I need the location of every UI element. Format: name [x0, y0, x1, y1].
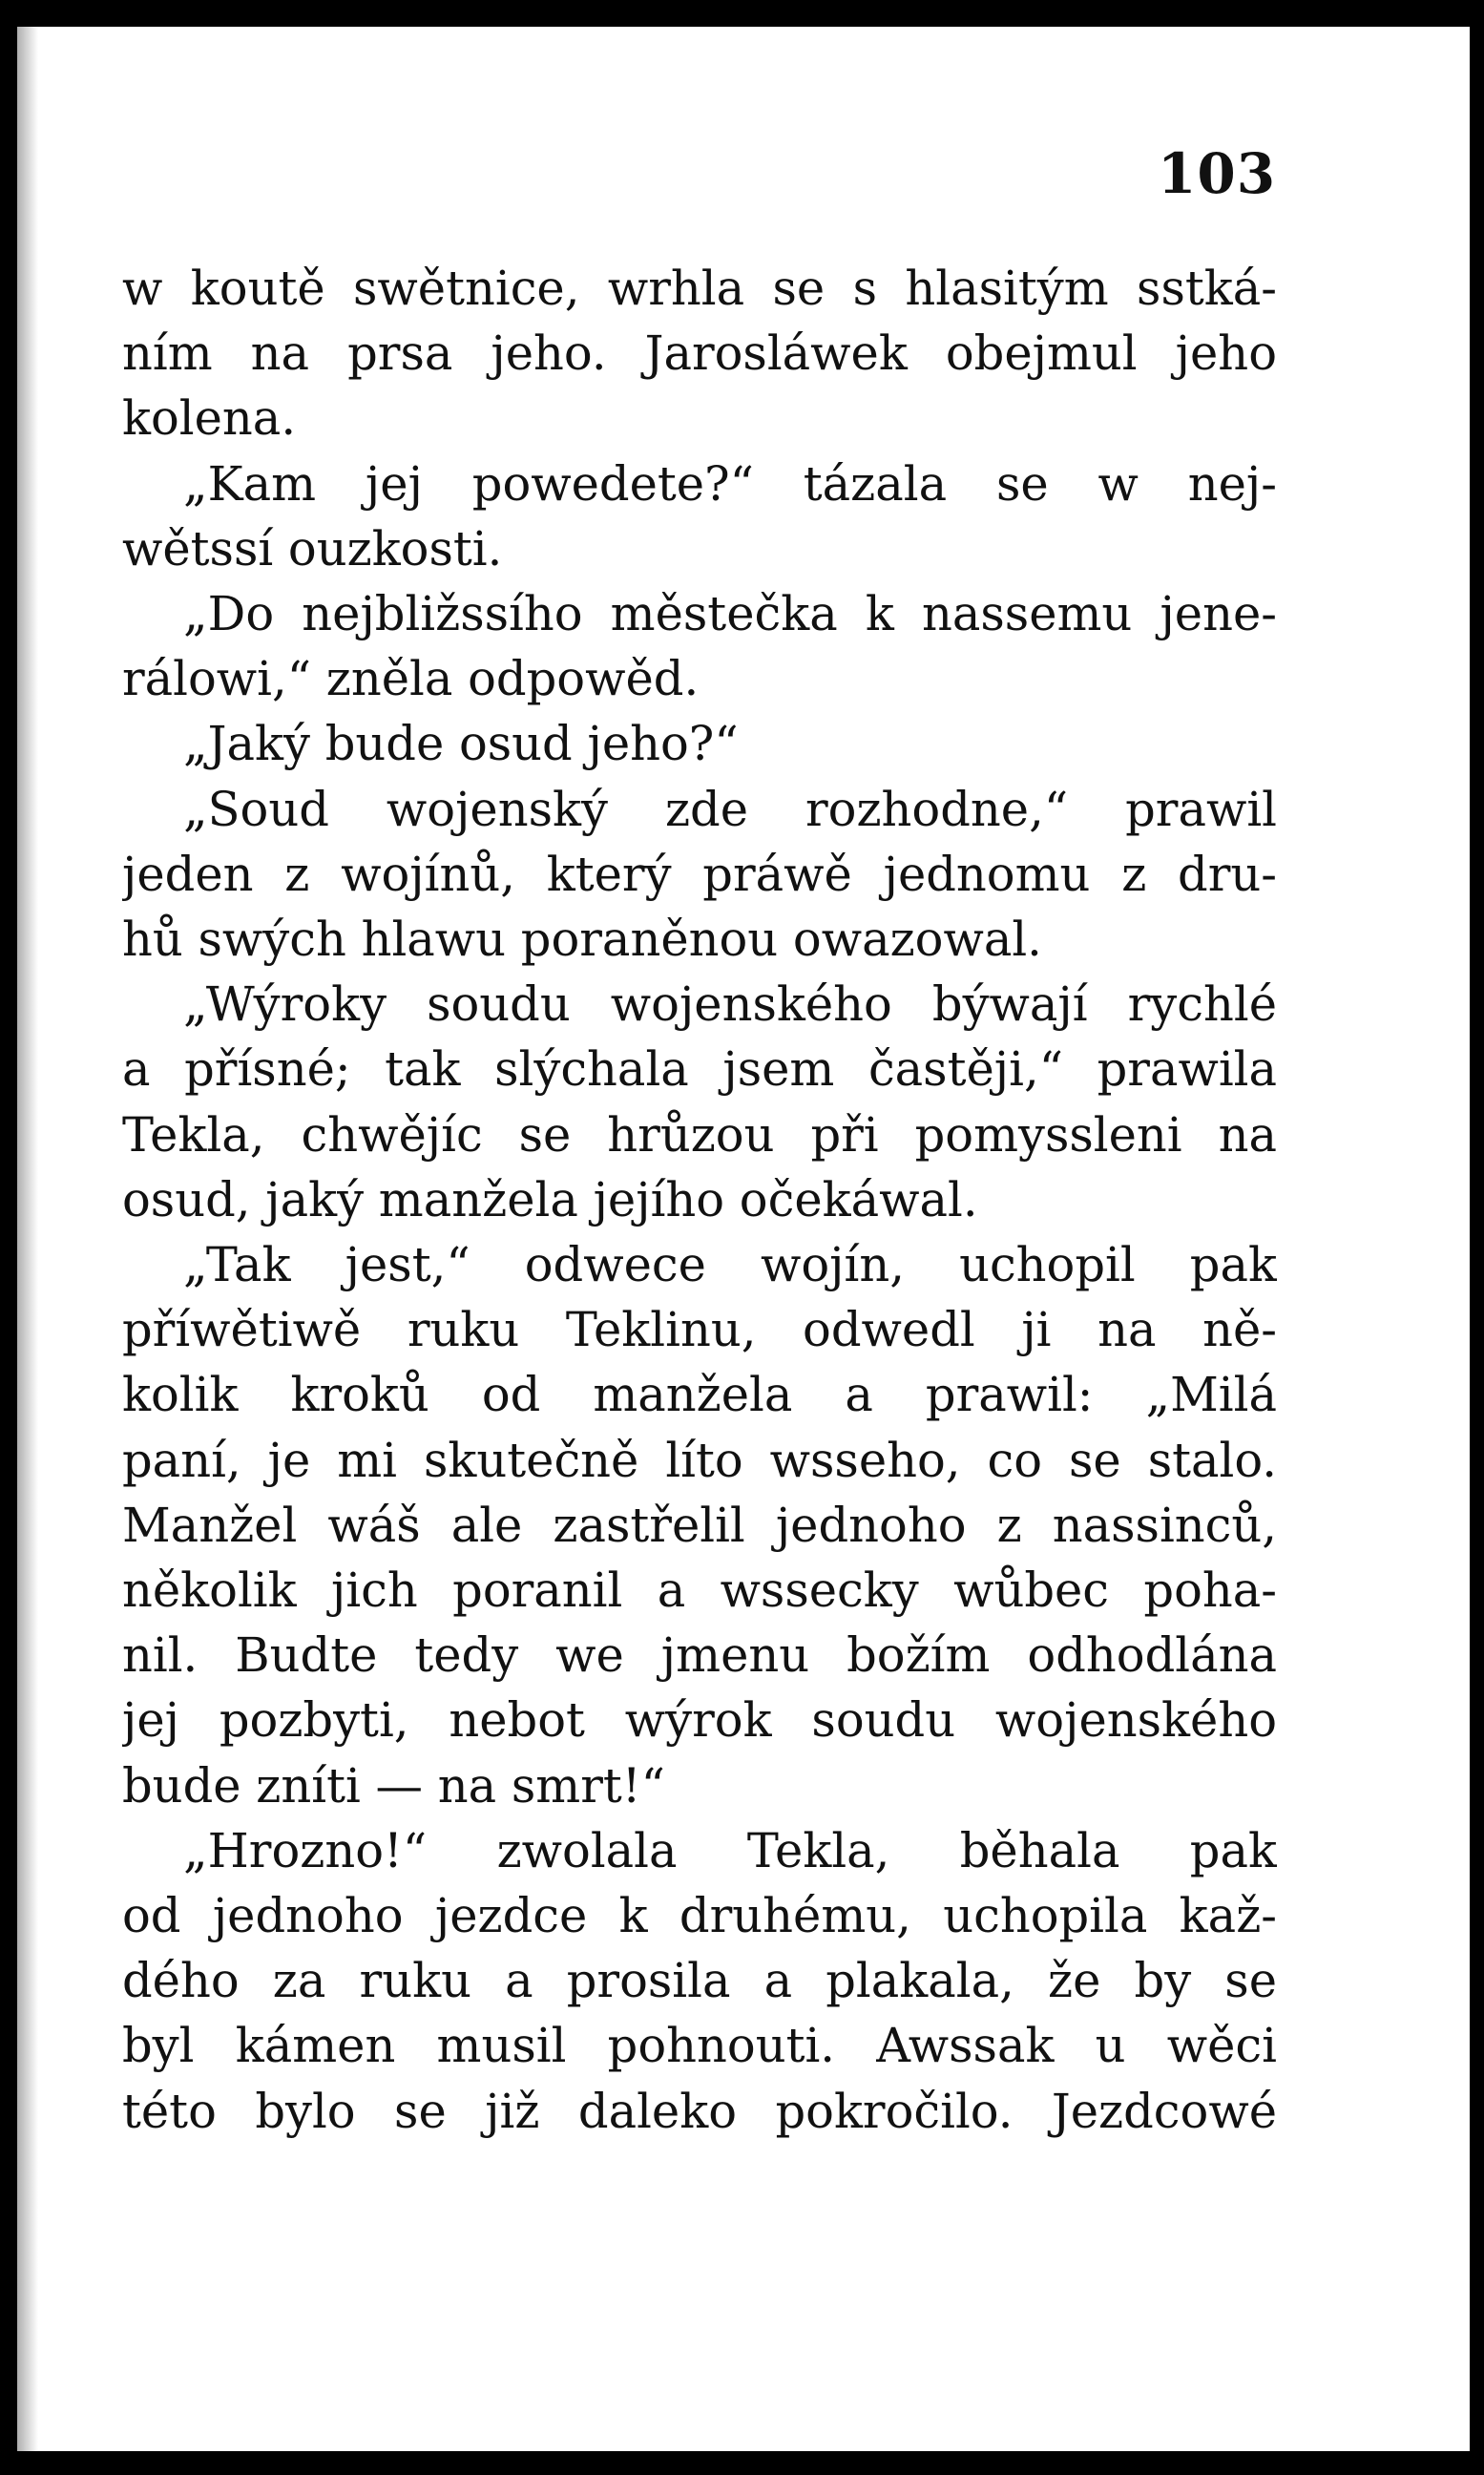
text-line: několik jich poranil a wssecky wůbec poha- [122, 1563, 1277, 1619]
text-line: osud, jaký manžela jejího očekáwal. [122, 1171, 978, 1227]
text-line: „Tak jest,“ odwece wojín, uchopil pak [183, 1237, 1277, 1293]
text-line: jej pozbyti, nebot wýrok soudu wojenského [122, 1692, 1277, 1749]
text-line: a přísné; tak slýchala jsem častěji,“ prawila [122, 1041, 1277, 1098]
text-line: „Soud wojenský zde rozhodne,“ prawil [183, 781, 1277, 837]
text-line: „Kam jej powedete?“ tázala se w nej- [183, 455, 1277, 512]
text-line: Manžel wáš ale zastřelil jednoho z nassinců, [122, 1497, 1277, 1553]
text-line: ním na prsa jeho. Jarosláwek obejmul jeho [122, 325, 1277, 382]
text-line: kolena. [122, 390, 297, 447]
page-gutter-shadow [17, 27, 38, 2451]
text-line: byl kámen musil pohnouti. Awssak u wěci [122, 2018, 1277, 2074]
text-line: rálowi,“ zněla odpowěd. [122, 651, 700, 707]
book-page [17, 27, 1470, 2451]
text-line: jeden z wojínů, který práwě jednomu z dru- [122, 846, 1277, 902]
text-line: hů swých hlawu poraněnou owazowal. [122, 912, 1042, 968]
text-line: této bylo se již daleko pokročilo. Jezdcowé [122, 2083, 1277, 2139]
text-line: w koutě swětnice, wrhla se s hlasitým sstká- [122, 261, 1277, 316]
text-line: „Jaký bude osud jeho?“ [183, 716, 739, 772]
text-line: Tekla, chwějíc se hrůzou při pomyssleni na [122, 1106, 1277, 1163]
text-line: kolik kroků od manžela a prawil: „Milá [122, 1367, 1277, 1423]
text-line: od jednoho jezdce k druhému, uchopila kaž- [122, 1888, 1277, 1944]
text-line: bude zníti — na smrt!“ [122, 1757, 665, 1814]
body-text [122, 256, 1277, 2144]
text-line: „Hrozno!“ zwolala Tekla, běhala pak [183, 1822, 1277, 1878]
page-number: 103 [1158, 141, 1277, 206]
text-line: „Do nejbližssího městečka k nassemu jene- [183, 586, 1277, 642]
text-line: paní, je mi skutečně líto wsseho, co se stalo. [122, 1432, 1277, 1488]
text-line: dého za ruku a prosila a plakala, že by se [122, 1953, 1277, 2009]
text-line: „Wýroky soudu wojenského býwají rychlé [183, 976, 1277, 1033]
text-line: nil. Budte tedy we jmenu božím odhodlána [122, 1627, 1277, 1684]
text-line: příwětiwě ruku Teklinu, odwedl ji na ně- [122, 1302, 1277, 1358]
text-line: wětssí ouzkosti. [122, 520, 503, 577]
